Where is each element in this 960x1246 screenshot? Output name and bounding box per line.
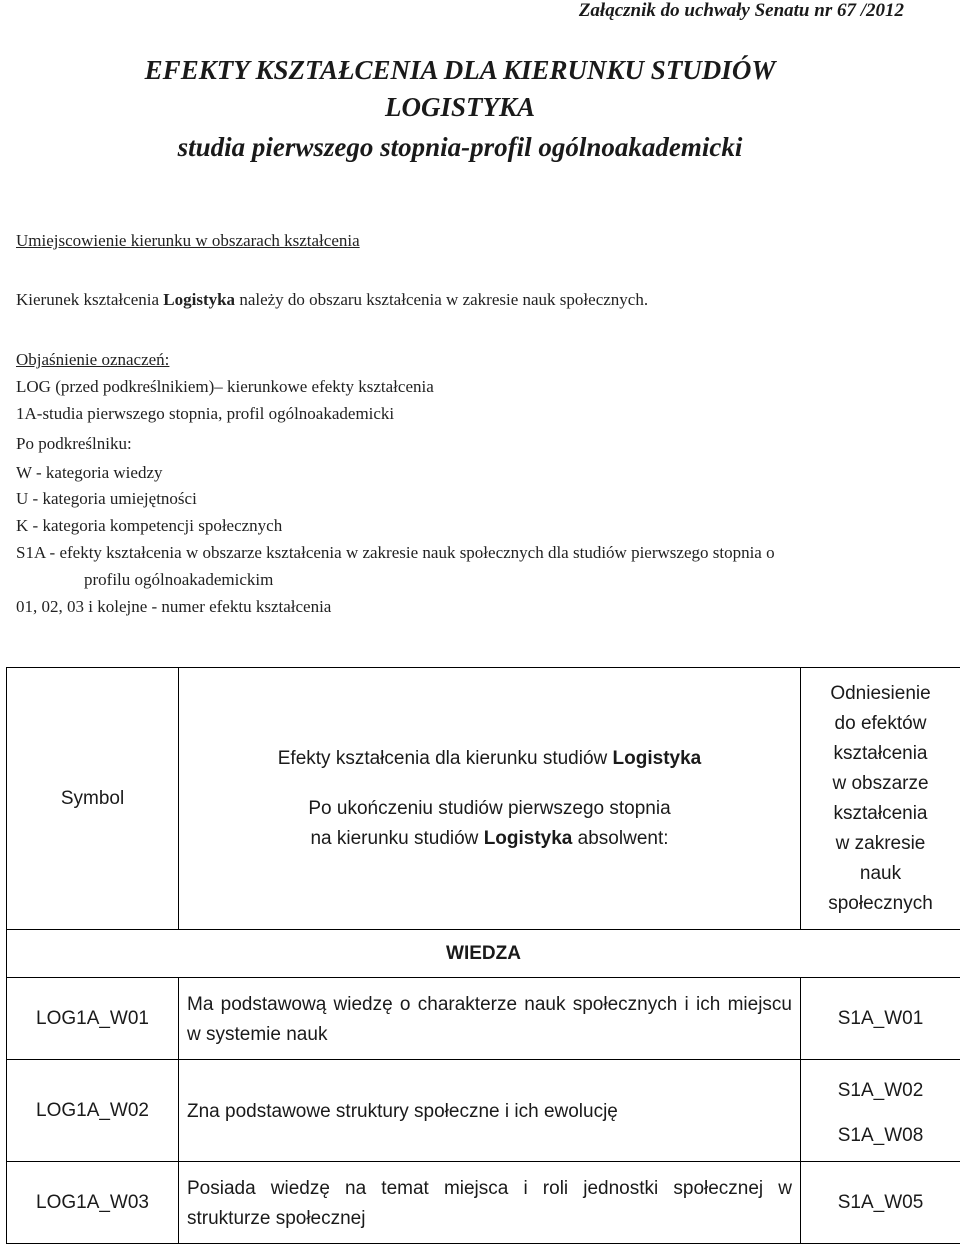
legend-line: W - kategoria wiedzy [16,463,163,482]
row-description: Zna podstawowe struktury społeczne i ich ewolucję [179,1060,801,1162]
legend-line: LOG (przed podkreślnikiem)– kierunkowe efekty kształcenia [16,377,434,396]
spacer [180,774,799,794]
column-header-reference [801,668,960,930]
effects-header-text: Efekty kształcenia dla kierunku studiów [277,747,613,769]
program-name: LOGISTYKA [384,92,536,122]
row-symbol: LOG1A_W02 [7,1060,179,1162]
section-wiedza: WIEDZA [7,930,960,978]
row-symbol: LOG1A_W03 [7,1162,179,1244]
row-reference [801,1060,960,1162]
reference-header-line: Odniesienie [830,682,931,704]
reference-header-line: kształcenia [833,742,928,764]
legend-line: Po podkreślniku: [16,434,132,453]
column-header-effects [179,668,801,930]
placement-program-bold: Logistyka [163,290,236,309]
table-row [7,1060,960,1162]
program-level: studia pierwszego stopnia-profil ogólnoakademicki [177,132,743,162]
effects-header-line: Po ukończeniu studiów pierwszego stopnia [308,797,671,819]
placement-text-part: należy do obszaru kształcenia w zakresie nauk społecznych. [235,290,649,309]
legend-line: 1A-studia pierwszego stopnia, profil ogólnoakademicki [16,404,395,423]
column-header-symbol: Symbol [7,668,179,930]
reference-header-line: kształcenia [833,802,928,824]
row-symbol: LOG1A_W01 [7,978,179,1060]
row-description: Ma podstawową wiedzę o charakterze nauk społecznych i ich miejscu w systemie nauk [179,978,801,1060]
legend-line: profilu ogólnoakademickim [84,570,274,589]
document-title: EFEKTY KSZTAŁCENIA DLA KIERUNKU STUDIÓW [144,55,776,85]
effects-header-line [180,744,799,774]
table-header-row [7,668,960,930]
effects-header-text: absolwent: [572,827,669,849]
reference-header-line: w zakresie [835,832,926,854]
placement-text [16,290,648,310]
legend-line: U - kategoria umiejętności [16,489,197,508]
table-row [7,978,960,1060]
legend-line: K - kategoria kompetencji społecznych [16,516,283,535]
effects-header-program: Logistyka [483,827,573,849]
table-row [7,1162,960,1244]
section-row [7,930,960,978]
row-reference: S1A_W05 [801,1162,960,1244]
row-reference: S1A_W01 [801,978,960,1060]
legend-line: 01, 02, 03 i kolejne - numer efektu kształcenia [16,597,332,616]
effects-header-text: na kierunku studiów [310,827,484,849]
reference-header-line: do efektów [834,712,927,734]
reference-header-line: w obszarze [832,772,929,794]
effects-header-program: Logistyka [612,747,702,769]
learning-outcomes-table [6,667,960,1244]
effects-header-line [180,824,799,854]
annex-note: Załącznik do uchwały Senatu nr 67 /2012 [578,0,904,21]
legend-line: S1A - efekty kształcenia w obszarze kształcenia w zakresie nauk społecznych dla studiów pierwszego stopnia o [16,543,775,562]
reference-header-line: nauk [859,862,902,884]
placement-text-part: Kierunek kształcenia [16,290,164,309]
legend-heading: Objaśnienie oznaczeń: [16,350,170,369]
reference-code: S1A_W08 [837,1124,924,1146]
reference-header-line: społecznych [828,892,933,914]
row-description: Posiada wiedzę na temat miejsca i roli jednostki społecznej w strukturze społecznej [179,1162,801,1244]
reference-code: S1A_W02 [837,1079,924,1101]
placement-heading: Umiejscowienie kierunku w obszarach kształcenia [16,231,360,250]
